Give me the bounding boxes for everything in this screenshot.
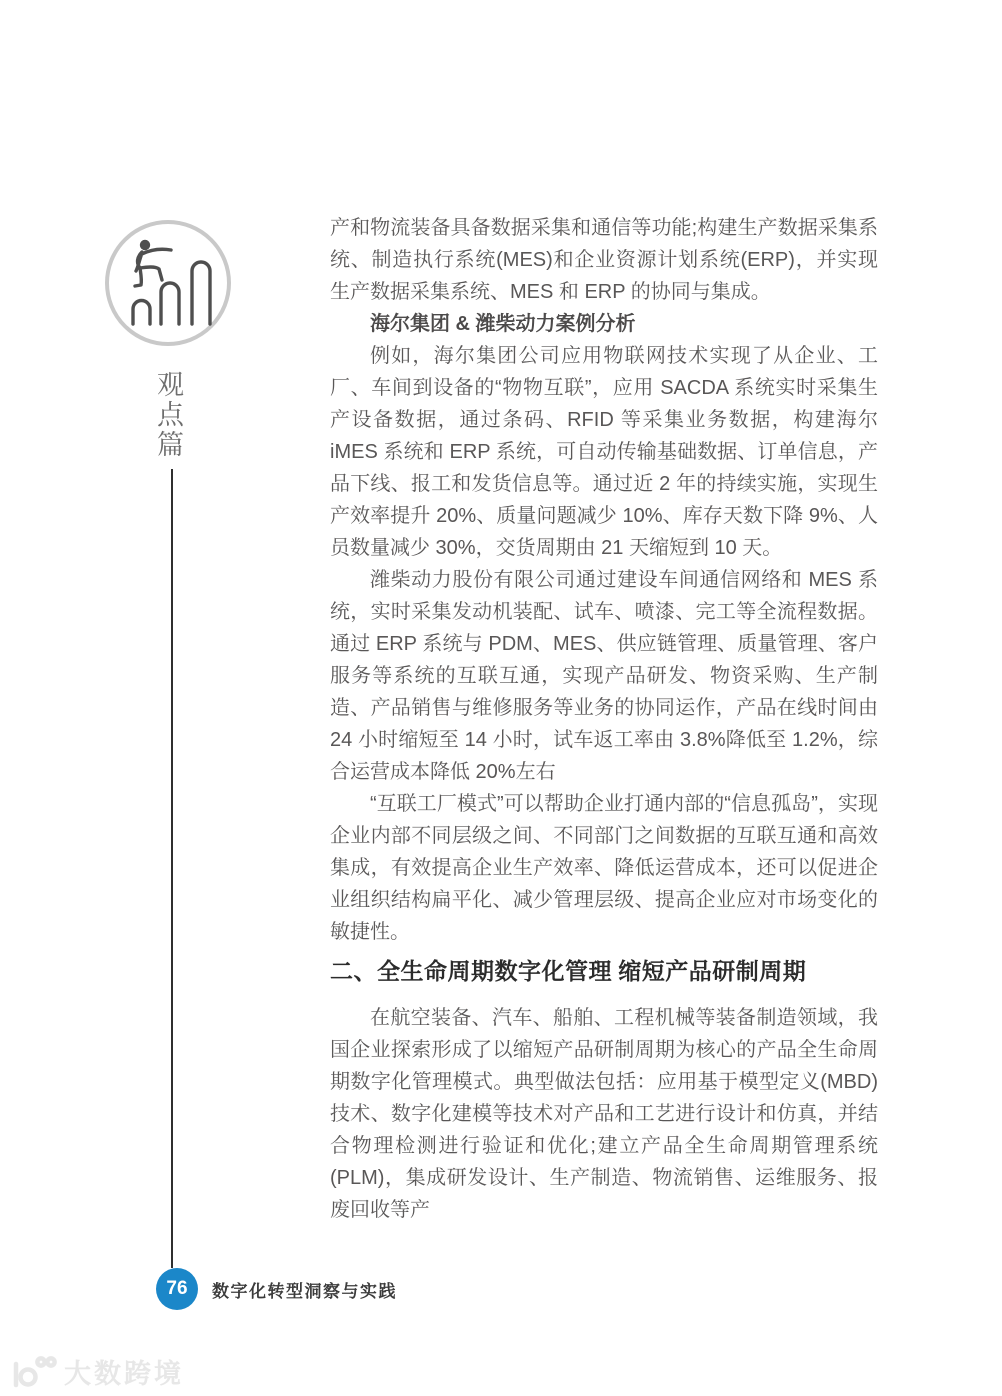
page-number: 76 [166,1278,188,1299]
paragraph-weichai: 潍柴动力股份有限公司通过建设车间通信网络和 MES 系统，实时采集发动机装配、试车、喷漆、完工等全流程数据。通过 ERP 系统与 PDM、MES、供应链管理、质量管理、客户服务等系统的互联互通，实现产品研发、物资采购、生产制造、产品销售与维修服务等业务的协同运作，产品在线时间由 24 小时缩短至 14 小时，试车返工率由 3.8%降低至 1.2%，综合运营成本降低 20%左右 [330,569,878,783]
paragraph-haier: 例如，海尔集团公司应用物联网技术实现了从企业、工厂、车间到设备的“物物互联”，应用 SACDA 系统实时采集生产设备数据，通过条码、RFID 等采集业务数据，构建海尔 iMES 系统和 ERP 系统，可自动传输基础数据、订单信息，产品下线、报工和发货信息等。通过近 2 年的持续实施，实现生产效率提升 20%、质量问题减少 10%、库存天数下降 9%、人员数量减少 30%，交货周期由 21 天缩短到 10 天。 [330,345,878,559]
page-content [330,212,878,1226]
section-heading: 二、全生命周期数字化管理 缩短产品研制周期 [330,959,807,984]
case-study-heading: 海尔集团 & 潍柴动力案例分析 [370,313,636,335]
paragraph-lifecycle: 在航空装备、汽车、船舶、工程机械等装备制造领域，我国企业探索形成了以缩短产品研制周期为核心的产品全生命周期数字化管理模式。典型做法包括：应用基于模型定义(MBD)技术、数字化建模等技术对产品和工艺进行设计和仿真，并结合物理检测进行验证和优化;建立产品全生命周期管理系统(PLM)，集成研发设计、生产制造、物流销售、运维服务、报废回收等产 [330,1007,878,1221]
section-label: 观点篇 [153,370,183,460]
chapter-badge [105,220,231,346]
page-number-badge [156,1268,198,1310]
book-title: 数字化转型洞察与实践 [212,1281,397,1301]
person-climbing-bar-chart-icon [109,224,227,342]
paragraph-connected-factory: “互联工厂模式”可以帮助企业打通内部的“信息孤岛”，实现企业内部不同层级之间、不同部门之间数据的互联互通和高效集成，有效提高企业生产效率、降低运营成本，还可以促进企业组织结构扁平化、减少管理层级、提高企业应对市场变化的敏捷性。 [330,793,878,943]
vertical-rule [171,469,173,1268]
paragraph-continuation: 产和物流装备具备数据采集和通信等功能;构建生产数据采集系统、制造执行系统(MES)和企业资源计划系统(ERP)，并实现生产数据采集系统、MES 和 ERP 的协同与集成。 [330,217,878,303]
watermark-brand: 大数跨境 [64,1359,184,1389]
watermark-logo-icon [8,1354,58,1390]
watermark [8,1352,184,1391]
page-footer [156,1268,397,1310]
